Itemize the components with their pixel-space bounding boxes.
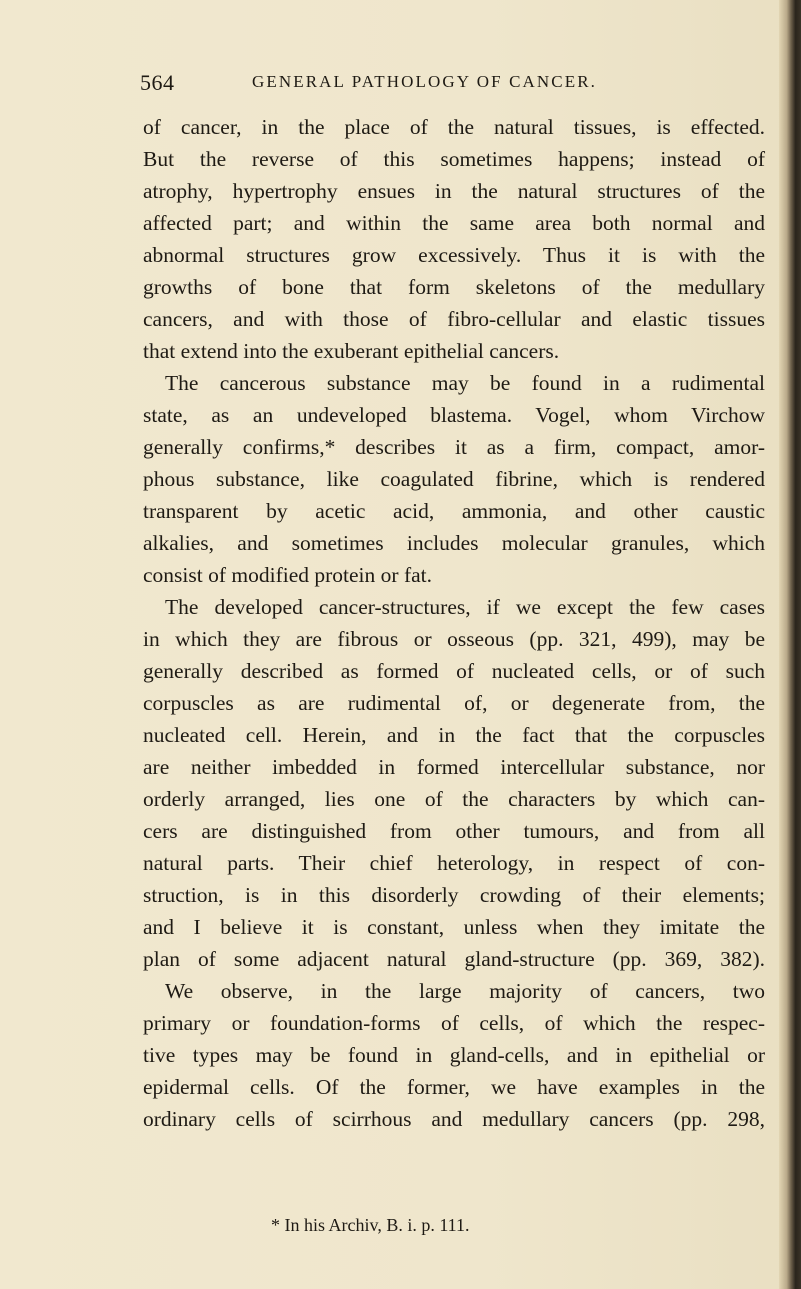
text-line: We observe, in the large majority of cancers, two (165, 979, 765, 1003)
text-line: transparent by acetic acid, ammonia, and other caustic (143, 499, 765, 523)
text-line: ordinary cells of scirrhous and medullary cancers (pp. 298, (143, 1107, 765, 1131)
text-line: in which they are fibrous or osseous (pp. 321, 499), may be (143, 627, 765, 651)
text-line: that extend into the exuberant epithelial cancers. (143, 339, 560, 363)
text-line: alkalies, and sometimes includes molecular granules, which (143, 531, 765, 555)
page-header (140, 70, 760, 100)
text-line: primary or foundation-forms of cells, of which the respec- (143, 1011, 765, 1035)
text-line: The developed cancer-structures, if we except the few cases (165, 595, 765, 619)
text-line: orderly arranged, lies one of the characters by which can- (143, 787, 765, 811)
text-line: affected part; and within the same area both normal and (143, 211, 765, 235)
running-title: GENERAL PATHOLOGY OF CANCER. (252, 72, 597, 91)
text-line: The cancerous substance may be found in a rudimental (165, 371, 765, 395)
page-edge-shadow (779, 0, 801, 1289)
text-line: of cancer, in the place of the natural tissues, is effected. (143, 115, 765, 139)
text-line: corpuscles as are rudimental of, or degenerate from, the (143, 691, 765, 715)
text-line: cancers, and with those of fibro-cellular and elastic tissues (143, 307, 765, 331)
text-line: struction, is in this disorderly crowding of their elements; (143, 883, 765, 907)
text-line: nucleated cell. Herein, and in the fact that the corpuscles (143, 723, 765, 747)
text-line: and I believe it is constant, unless when they imitate the (143, 915, 765, 939)
text-line: state, as an undeveloped blastema. Vogel, whom Virchow (143, 403, 765, 427)
text-line: are neither imbedded in formed intercellular substance, nor (143, 755, 765, 779)
text-line: atrophy, hypertrophy ensues in the natural structures of the (143, 179, 765, 203)
text-line: abnormal structures grow excessively. Thus it is with the (143, 243, 765, 267)
text-line: generally confirms,* describes it as a firm, compact, amor- (143, 435, 765, 459)
text-line: natural parts. Their chief heterology, in respect of con- (143, 851, 765, 875)
text-line: growths of bone that form skeletons of the medullary (143, 275, 765, 299)
text-line: But the reverse of this sometimes happens; instead of (143, 147, 765, 171)
text-line: plan of some adjacent natural gland-structure (pp. 369, 382). (143, 947, 765, 971)
body-text (143, 111, 765, 1135)
text-line: epidermal cells. Of the former, we have examples in the (143, 1075, 765, 1099)
footnote: * In his Archiv, B. i. p. 111. (271, 1215, 470, 1235)
page-number: 564 (140, 70, 175, 95)
text-line: consist of modified protein or fat. (143, 563, 432, 587)
text-line: tive types may be found in gland-cells, and in epithelial or (143, 1043, 765, 1067)
text-line: phous substance, like coagulated fibrine, which is rendered (143, 467, 765, 491)
text-line: cers are distinguished from other tumours, and from all (143, 819, 765, 843)
text-line: generally described as formed of nucleated cells, or of such (143, 659, 765, 683)
